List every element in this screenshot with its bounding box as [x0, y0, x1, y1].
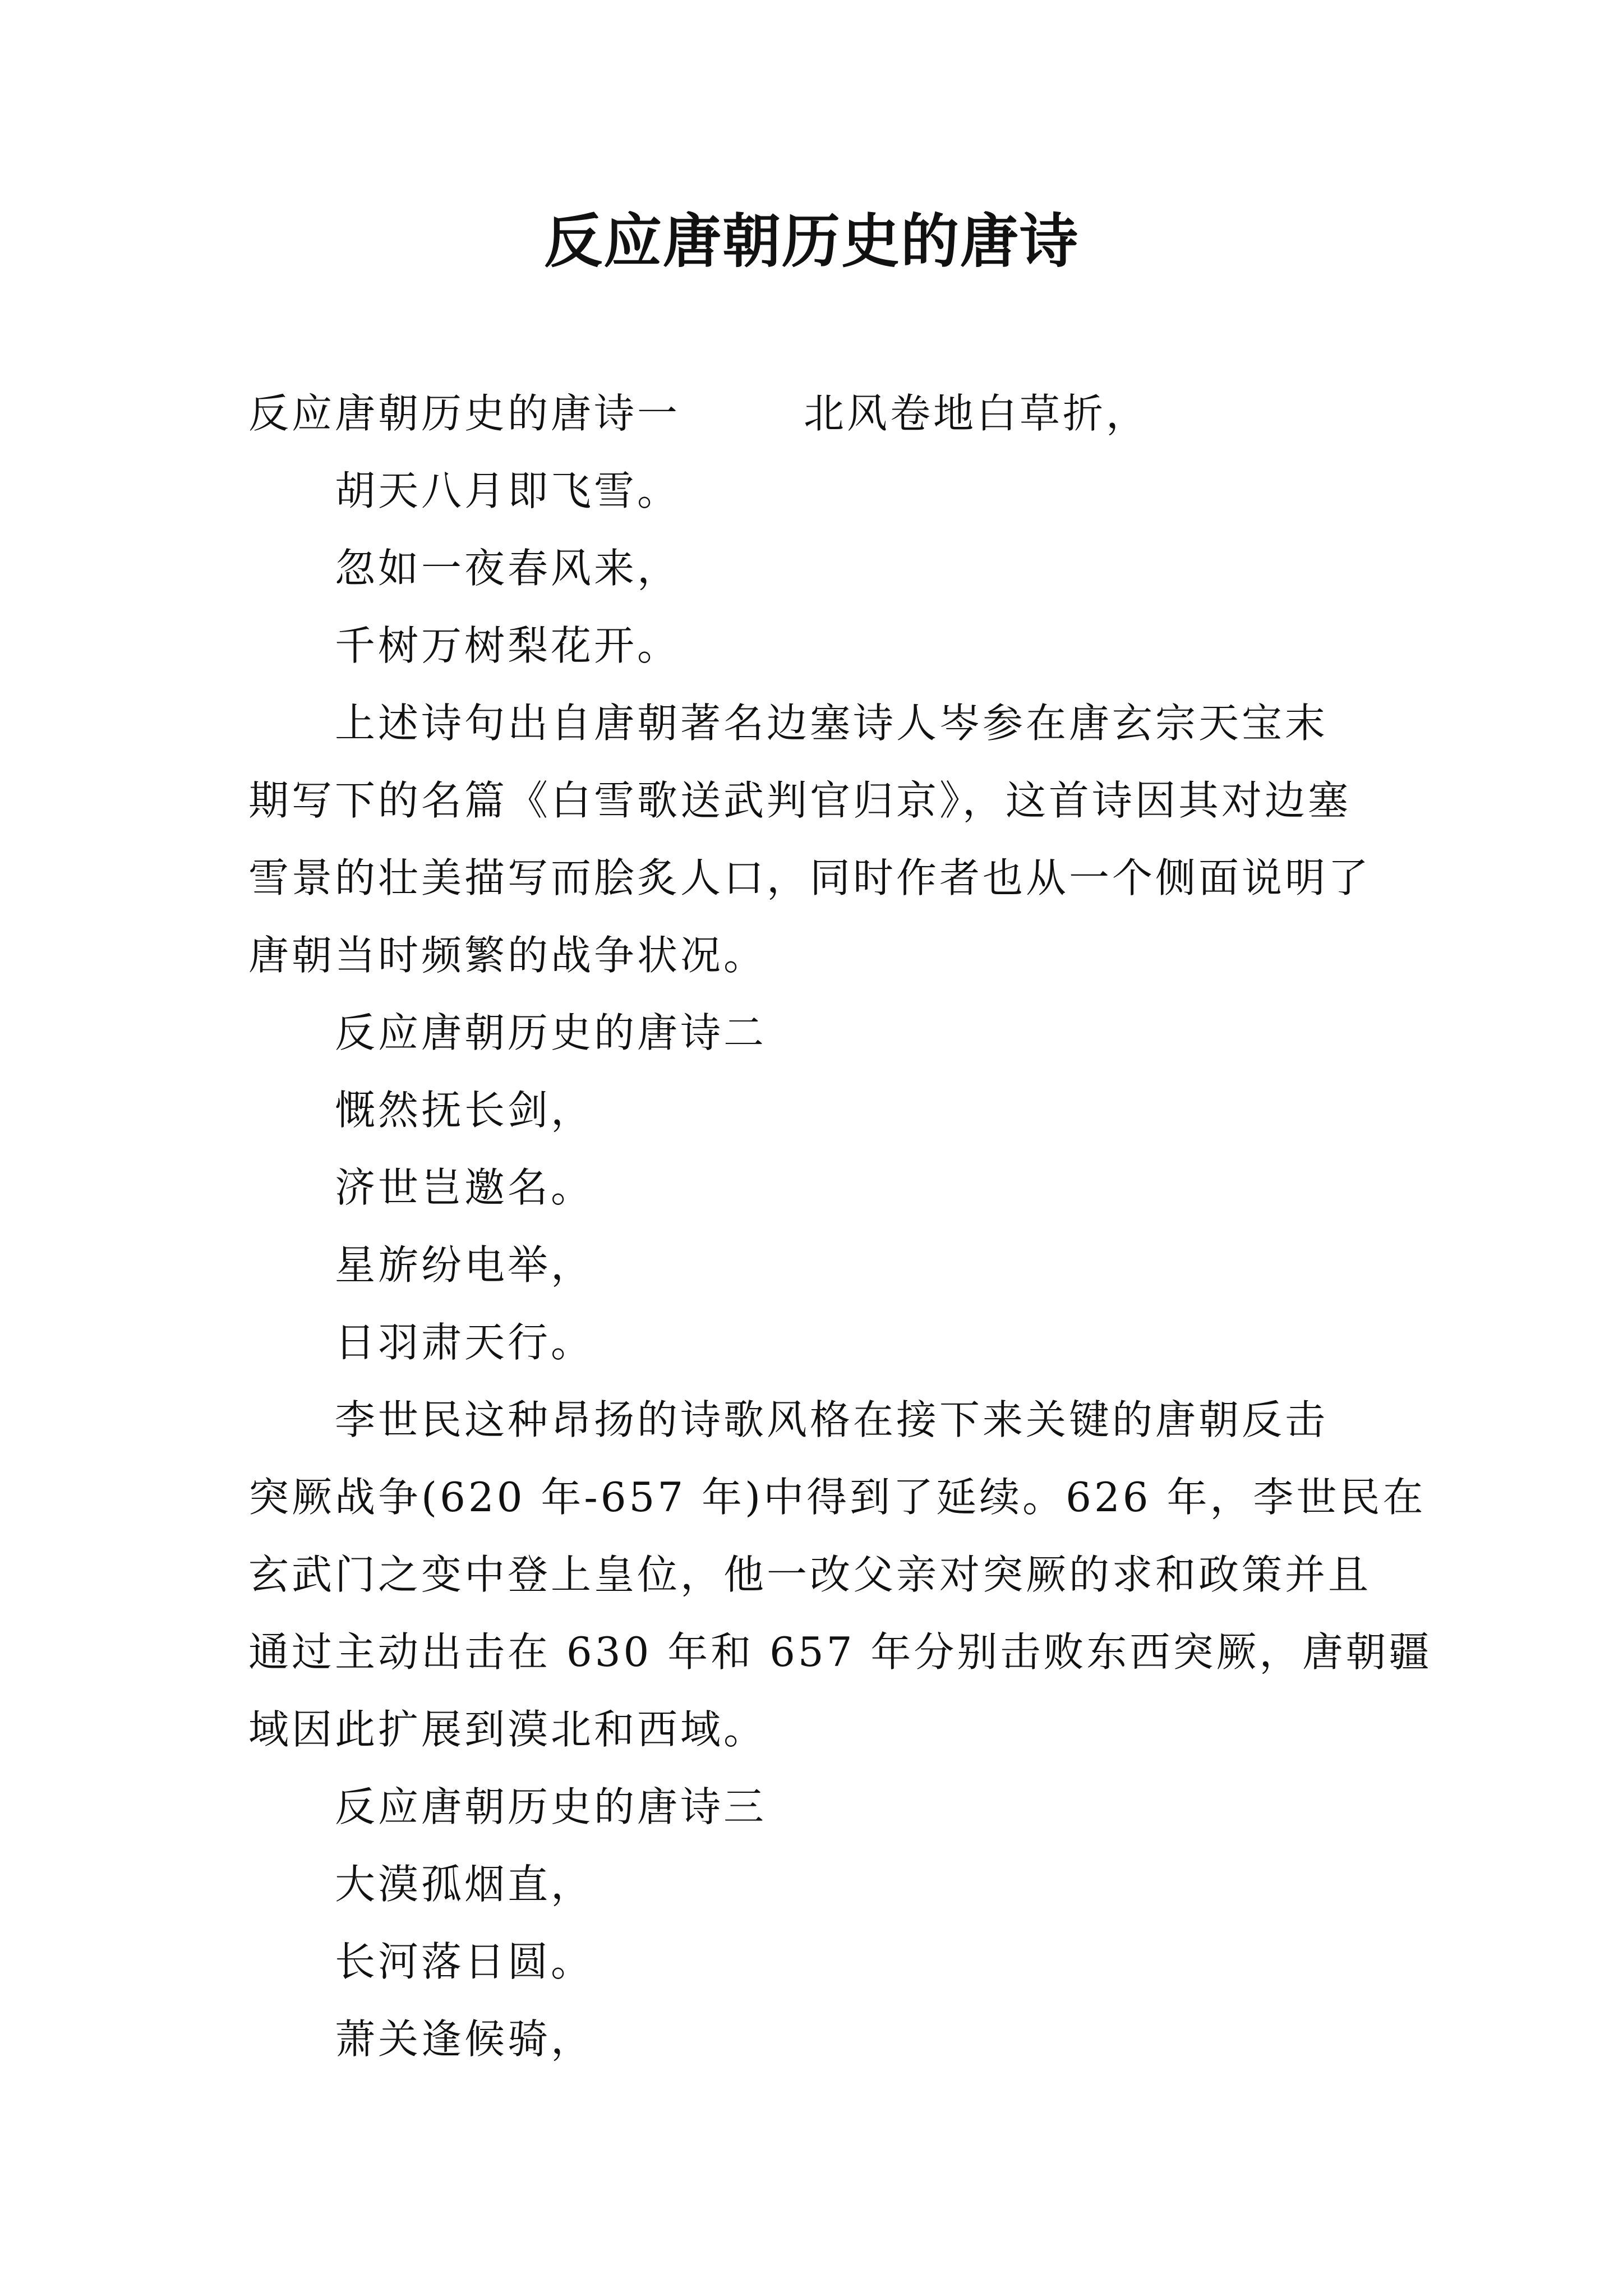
paragraph-line: 上述诗句出自唐朝著名边塞诗人岑参在唐玄宗天宝末	[335, 700, 1329, 747]
document-body	[248, 375, 1432, 2078]
verse-line: 星旂纷电举，	[335, 1241, 594, 1289]
document-title: 反应唐朝历史的唐诗	[543, 206, 1079, 275]
paragraph-line: 玄武门之变中登上皇位，他一改父亲对突厥的求和政策并且	[248, 1551, 1372, 1598]
verse-line: 北风卷地白草折，	[804, 390, 1150, 437]
verse-line: 济世岂邀名。	[335, 1164, 594, 1211]
section-heading: 反应唐朝历史的唐诗二	[335, 1009, 767, 1056]
verse-line: 长河落日圆。	[335, 1938, 594, 1985]
section-heading: 反应唐朝历史的唐诗三	[335, 1783, 767, 1830]
paragraph-line: 期写下的名篇《白雪歌送武判官归京》，这首诗因其对边塞	[248, 777, 1352, 824]
paragraph-line	[248, 375, 1387, 452]
paragraph-line: 唐朝当时频繁的战争状况。	[248, 932, 767, 979]
paragraph-line: 域因此扩展到漠北和西域。	[248, 1706, 767, 1753]
paragraph-line: 突厥战争(620 年-657 年)中得到了延续。626 年，李世民在	[248, 1474, 1426, 1521]
verse-line: 日羽肃天行。	[335, 1319, 594, 1366]
verse-line: 胡天八月即飞雪。	[335, 467, 681, 514]
verse-line: 萧关逢候骑，	[335, 2016, 594, 2063]
paragraph-line: 通过主动出击在 630 年和 657 年分别击败东西突厥，唐朝疆	[248, 1628, 1432, 1676]
verse-line: 忽如一夜春风来，	[335, 545, 681, 592]
verse-line: 大漠孤烟直，	[335, 1861, 594, 1908]
verse-line: 慨然抚长剑，	[335, 1087, 594, 1134]
verse-line: 千树万树梨花开。	[335, 622, 681, 669]
paragraph-line: 李世民这种昂扬的诗歌风格在接下来关键的唐朝反击	[335, 1396, 1329, 1443]
section-heading: 反应唐朝历史的唐诗一	[248, 390, 681, 437]
paragraph-line: 雪景的壮美描写而脍炙人口，同时作者也从一个侧面说明了	[248, 854, 1372, 901]
